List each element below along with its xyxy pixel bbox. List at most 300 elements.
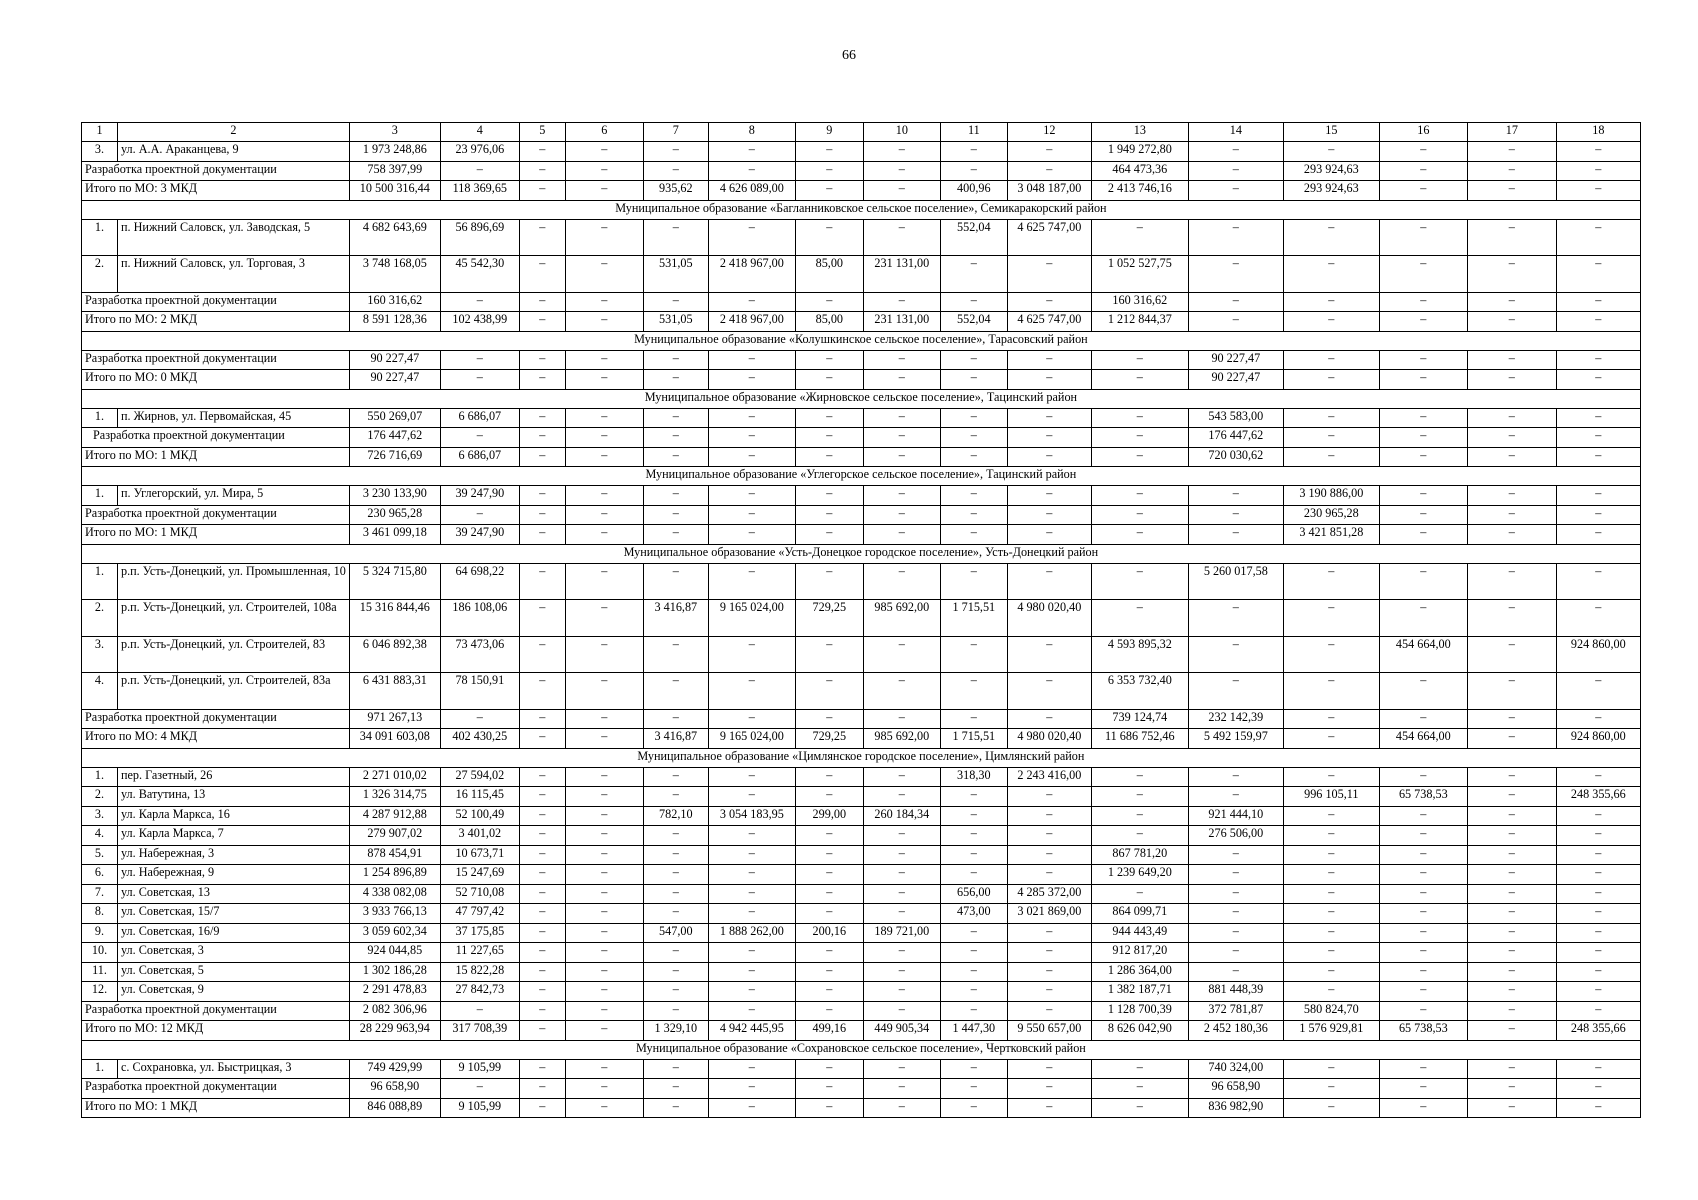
value-cell: – — [565, 636, 643, 673]
value-cell: 2 243 416,00 — [1007, 767, 1091, 787]
value-cell: – — [795, 884, 863, 904]
value-cell: – — [1556, 943, 1640, 963]
value-cell: – — [1379, 982, 1467, 1002]
value-cell: – — [565, 428, 643, 448]
value-cell: – — [1283, 408, 1379, 428]
value-cell: 543 583,00 — [1188, 408, 1283, 428]
design-docs-row — [82, 505, 1641, 525]
value-cell: 2 413 746,16 — [1091, 181, 1188, 201]
value-cell: – — [795, 292, 863, 312]
value-cell: 90 227,47 — [349, 350, 440, 370]
address-cell: ул. Набережная, 3 — [118, 845, 350, 865]
value-cell: – — [1556, 292, 1640, 312]
value-cell: – — [440, 1001, 519, 1021]
value-cell: – — [519, 709, 565, 729]
value-cell: – — [1091, 787, 1188, 807]
value-cell: – — [1091, 428, 1188, 448]
value-cell: 402 430,25 — [440, 729, 519, 749]
address-cell: п. Углегорский, ул. Мира, 5 — [118, 486, 350, 506]
address-cell: ул. Ватутина, 13 — [118, 787, 350, 807]
value-cell: – — [519, 181, 565, 201]
value-cell: – — [1556, 447, 1640, 467]
value-cell: 1 715,51 — [940, 729, 1007, 749]
value-cell: – — [1556, 486, 1640, 506]
value-cell: 276 506,00 — [1188, 826, 1283, 846]
value-cell: – — [1379, 525, 1467, 545]
section-title: Муниципальное образование «Багланниковское сельское поселение», Семикаракорский район — [82, 200, 1641, 219]
value-cell: – — [1283, 729, 1379, 749]
value-cell: – — [565, 673, 643, 710]
value-cell: – — [1467, 904, 1556, 924]
value-cell: 2 271 010,02 — [349, 767, 440, 787]
value-cell: – — [643, 826, 708, 846]
value-cell: – — [643, 845, 708, 865]
value-cell: – — [1379, 1001, 1467, 1021]
value-cell: 52 710,08 — [440, 884, 519, 904]
row-number: 4. — [82, 826, 118, 846]
value-cell: – — [940, 709, 1007, 729]
row-label: Разработка проектной документации — [82, 292, 350, 312]
value-cell: – — [643, 767, 708, 787]
value-cell: – — [708, 525, 795, 545]
value-cell: – — [1379, 350, 1467, 370]
value-cell: – — [940, 525, 1007, 545]
value-cell: – — [795, 563, 863, 600]
value-cell: – — [1188, 884, 1283, 904]
value-cell: – — [1007, 256, 1091, 293]
section-title: Муниципальное образование «Колушкинское сельское поселение», Тарасовский район — [82, 331, 1641, 350]
design-docs-row — [82, 428, 1641, 448]
value-cell: – — [565, 219, 643, 256]
row-number: 1. — [82, 767, 118, 787]
value-cell: – — [863, 1079, 940, 1099]
value-cell: – — [708, 408, 795, 428]
row-number: 12. — [82, 982, 118, 1002]
value-cell: – — [1091, 826, 1188, 846]
table-body — [82, 123, 1641, 1118]
value-cell: – — [519, 982, 565, 1002]
value-cell: – — [863, 447, 940, 467]
value-cell: 186 108,06 — [440, 600, 519, 637]
value-cell: – — [795, 943, 863, 963]
value-cell: – — [708, 428, 795, 448]
value-cell: 8 626 042,90 — [1091, 1021, 1188, 1041]
value-cell: – — [708, 636, 795, 673]
value-cell: 580 824,70 — [1283, 1001, 1379, 1021]
value-cell: – — [565, 563, 643, 600]
value-cell: – — [863, 408, 940, 428]
value-cell: – — [519, 447, 565, 467]
value-cell: – — [708, 904, 795, 924]
value-cell: – — [940, 447, 1007, 467]
value-cell: – — [1188, 923, 1283, 943]
value-cell: – — [519, 256, 565, 293]
value-cell: – — [1091, 1059, 1188, 1079]
row-label: Разработка проектной документации — [82, 428, 350, 448]
value-cell: – — [519, 408, 565, 428]
value-cell: 836 982,90 — [1188, 1098, 1283, 1118]
value-cell: 3 021 869,00 — [1007, 904, 1091, 924]
value-cell: – — [1007, 982, 1091, 1002]
value-cell: 3 933 766,13 — [349, 904, 440, 924]
value-cell: – — [1007, 161, 1091, 181]
address-cell: ул. А.А. Араканцева, 9 — [118, 142, 350, 162]
value-cell: – — [1467, 600, 1556, 637]
subtotal-row — [82, 1021, 1641, 1041]
value-cell: – — [708, 982, 795, 1002]
value-cell: 176 447,62 — [1188, 428, 1283, 448]
value-cell: 864 099,71 — [1091, 904, 1188, 924]
value-cell: – — [643, 447, 708, 467]
value-cell: – — [1283, 312, 1379, 332]
value-cell: 6 686,07 — [440, 408, 519, 428]
value-cell: – — [940, 962, 1007, 982]
value-cell: – — [440, 428, 519, 448]
value-cell: – — [1467, 256, 1556, 293]
value-cell: – — [863, 1001, 940, 1021]
value-cell: 230 965,28 — [349, 505, 440, 525]
value-cell: – — [940, 408, 1007, 428]
value-cell: – — [519, 1001, 565, 1021]
address-cell: пер. Газетный, 26 — [118, 767, 350, 787]
value-cell: – — [795, 709, 863, 729]
value-cell: 4 980 020,40 — [1007, 600, 1091, 637]
design-docs-row — [82, 1001, 1641, 1021]
value-cell: – — [708, 292, 795, 312]
value-cell: – — [519, 312, 565, 332]
value-cell: – — [1091, 505, 1188, 525]
value-cell: – — [1467, 767, 1556, 787]
value-cell: – — [565, 729, 643, 749]
value-cell: – — [708, 1079, 795, 1099]
value-cell: – — [440, 292, 519, 312]
value-cell: – — [1556, 563, 1640, 600]
value-cell: 90 227,47 — [349, 370, 440, 390]
value-cell: 9 105,99 — [440, 1098, 519, 1118]
value-cell: 231 131,00 — [863, 312, 940, 332]
value-cell: – — [1379, 447, 1467, 467]
value-cell: 4 625 747,00 — [1007, 219, 1091, 256]
value-cell: – — [1379, 142, 1467, 162]
value-cell: – — [1467, 673, 1556, 710]
value-cell: – — [940, 486, 1007, 506]
value-cell: – — [643, 505, 708, 525]
value-cell: – — [940, 636, 1007, 673]
value-cell: 921 444,10 — [1188, 806, 1283, 826]
table-row — [82, 806, 1641, 826]
value-cell: – — [708, 350, 795, 370]
value-cell: – — [1467, 845, 1556, 865]
value-cell: 1 212 844,37 — [1091, 312, 1188, 332]
value-cell: – — [1283, 962, 1379, 982]
value-cell: 3 461 099,18 — [349, 525, 440, 545]
value-cell: 1 973 248,86 — [349, 142, 440, 162]
value-cell: – — [519, 350, 565, 370]
value-cell: – — [1379, 943, 1467, 963]
value-cell: 531,05 — [643, 312, 708, 332]
value-cell: – — [940, 428, 1007, 448]
value-cell: – — [565, 845, 643, 865]
value-cell: 782,10 — [643, 806, 708, 826]
address-cell: ул. Советская, 5 — [118, 962, 350, 982]
table-row — [82, 563, 1641, 600]
value-cell: – — [863, 219, 940, 256]
value-cell: – — [708, 943, 795, 963]
value-cell: 248 355,66 — [1556, 787, 1640, 807]
value-cell: 3 059 602,34 — [349, 923, 440, 943]
value-cell: – — [795, 428, 863, 448]
value-cell: – — [863, 982, 940, 1002]
value-cell: – — [1283, 865, 1379, 885]
value-cell: – — [1188, 142, 1283, 162]
design-docs-row — [82, 1079, 1641, 1099]
address-cell: ул. Набережная, 9 — [118, 865, 350, 885]
column-number: 1 — [82, 123, 118, 142]
value-cell: – — [1556, 865, 1640, 885]
value-cell: – — [643, 884, 708, 904]
value-cell: – — [940, 505, 1007, 525]
value-cell: – — [440, 709, 519, 729]
value-cell: 2 082 306,96 — [349, 1001, 440, 1021]
value-cell: – — [1467, 181, 1556, 201]
section-header-row — [82, 1040, 1641, 1059]
table-row — [82, 923, 1641, 943]
value-cell: – — [1467, 1098, 1556, 1118]
value-cell: 90 227,47 — [1188, 350, 1283, 370]
address-cell: р.п. Усть-Донецкий, ул. Строителей, 108а — [118, 600, 350, 637]
row-label: Итого по МО: 3 МКД — [82, 181, 350, 201]
value-cell: – — [1379, 1059, 1467, 1079]
value-cell: – — [1467, 161, 1556, 181]
value-cell: – — [1007, 845, 1091, 865]
value-cell: – — [940, 1059, 1007, 1079]
value-cell: – — [940, 923, 1007, 943]
value-cell: 39 247,90 — [440, 486, 519, 506]
value-cell: – — [708, 563, 795, 600]
value-cell: – — [863, 884, 940, 904]
column-number: 15 — [1283, 123, 1379, 142]
value-cell: – — [940, 865, 1007, 885]
value-cell: – — [1379, 370, 1467, 390]
value-cell: – — [1091, 219, 1188, 256]
value-cell: – — [708, 1059, 795, 1079]
value-cell: 1 254 896,89 — [349, 865, 440, 885]
value-cell: – — [863, 826, 940, 846]
value-cell: – — [519, 826, 565, 846]
value-cell: – — [440, 350, 519, 370]
value-cell: – — [565, 486, 643, 506]
column-number: 2 — [118, 123, 350, 142]
value-cell: 3 054 183,95 — [708, 806, 795, 826]
value-cell: – — [1556, 428, 1640, 448]
value-cell: – — [1556, 408, 1640, 428]
value-cell: 1 239 649,20 — [1091, 865, 1188, 885]
value-cell: – — [1188, 600, 1283, 637]
value-cell: – — [1556, 525, 1640, 545]
value-cell: 3 416,87 — [643, 729, 708, 749]
value-cell: – — [1007, 525, 1091, 545]
value-cell: – — [863, 505, 940, 525]
value-cell: – — [643, 1001, 708, 1021]
value-cell: – — [565, 1021, 643, 1041]
row-label: Итого по МО: 2 МКД — [82, 312, 350, 332]
value-cell: 944 443,49 — [1091, 923, 1188, 943]
value-cell: – — [1467, 219, 1556, 256]
value-cell: – — [1007, 1079, 1091, 1099]
value-cell: – — [1188, 767, 1283, 787]
value-cell: – — [1467, 350, 1556, 370]
value-cell: – — [940, 982, 1007, 1002]
row-label: Итого по МО: 1 МКД — [82, 1098, 350, 1118]
value-cell: – — [1467, 962, 1556, 982]
section-title: Муниципальное образование «Сохрановское сельское поселение», Чертковский район — [82, 1040, 1641, 1059]
row-label: Разработка проектной документации — [82, 161, 350, 181]
value-cell: – — [1379, 904, 1467, 924]
value-cell: – — [565, 982, 643, 1002]
value-cell: – — [795, 181, 863, 201]
value-cell: – — [643, 219, 708, 256]
value-cell: – — [1007, 350, 1091, 370]
value-cell: – — [1007, 923, 1091, 943]
value-cell: 720 030,62 — [1188, 447, 1283, 467]
value-cell: – — [1283, 806, 1379, 826]
value-cell: – — [565, 292, 643, 312]
value-cell: 1 949 272,80 — [1091, 142, 1188, 162]
value-cell: – — [1007, 709, 1091, 729]
section-title: Муниципальное образование «Усть-Донецкое городское поселение», Усть-Донецкий район — [82, 544, 1641, 563]
value-cell: 2 291 478,83 — [349, 982, 440, 1002]
value-cell: 4 625 747,00 — [1007, 312, 1091, 332]
value-cell: – — [1188, 181, 1283, 201]
value-cell: 2 452 180,36 — [1188, 1021, 1283, 1041]
value-cell: – — [1188, 292, 1283, 312]
value-cell: – — [1556, 673, 1640, 710]
value-cell: 881 448,39 — [1188, 982, 1283, 1002]
value-cell: – — [519, 505, 565, 525]
column-number: 9 — [795, 123, 863, 142]
value-cell: – — [565, 525, 643, 545]
value-cell: – — [1467, 982, 1556, 1002]
value-cell: 1 329,10 — [643, 1021, 708, 1041]
value-cell: – — [565, 1059, 643, 1079]
value-cell: – — [1556, 1001, 1640, 1021]
value-cell: – — [643, 370, 708, 390]
address-cell: п. Нижний Саловск, ул. Заводская, 5 — [118, 219, 350, 256]
value-cell: – — [643, 525, 708, 545]
value-cell: – — [1091, 1079, 1188, 1099]
page-number: 66 — [842, 48, 856, 63]
value-cell: – — [863, 709, 940, 729]
column-number: 6 — [565, 123, 643, 142]
value-cell: – — [1556, 962, 1640, 982]
table-row — [82, 636, 1641, 673]
value-cell: – — [643, 673, 708, 710]
section-header-row — [82, 748, 1641, 767]
value-cell: 118 369,65 — [440, 181, 519, 201]
table-row — [82, 256, 1641, 293]
value-cell: – — [795, 486, 863, 506]
value-cell: – — [940, 943, 1007, 963]
value-cell: – — [940, 673, 1007, 710]
value-cell: – — [519, 884, 565, 904]
value-cell: – — [1379, 767, 1467, 787]
value-cell: 726 716,69 — [349, 447, 440, 467]
value-cell: 4 593 895,32 — [1091, 636, 1188, 673]
column-number: 11 — [940, 123, 1007, 142]
value-cell: 15 316 844,46 — [349, 600, 440, 637]
value-cell: – — [1379, 408, 1467, 428]
value-cell: – — [1379, 923, 1467, 943]
value-cell: – — [708, 767, 795, 787]
value-cell: – — [863, 142, 940, 162]
value-cell: – — [643, 161, 708, 181]
column-number: 14 — [1188, 123, 1283, 142]
value-cell: – — [708, 884, 795, 904]
address-cell: ул. Карла Маркса, 7 — [118, 826, 350, 846]
value-cell: – — [1283, 370, 1379, 390]
value-cell: 5 324 715,80 — [349, 563, 440, 600]
value-cell: 454 664,00 — [1379, 729, 1467, 749]
value-cell: – — [1467, 292, 1556, 312]
value-cell: – — [1283, 219, 1379, 256]
value-cell: 4 942 445,95 — [708, 1021, 795, 1041]
value-cell: 729,25 — [795, 729, 863, 749]
value-cell: – — [1467, 709, 1556, 729]
value-cell: – — [440, 370, 519, 390]
value-cell: 27 842,73 — [440, 982, 519, 1002]
value-cell: – — [1188, 486, 1283, 506]
value-cell: 3 230 133,90 — [349, 486, 440, 506]
value-cell: – — [1091, 600, 1188, 637]
value-cell: – — [1379, 428, 1467, 448]
value-cell: 8 591 128,36 — [349, 312, 440, 332]
value-cell: 924 044,85 — [349, 943, 440, 963]
value-cell: – — [519, 1021, 565, 1041]
value-cell: – — [708, 447, 795, 467]
value-cell: 317 708,39 — [440, 1021, 519, 1041]
value-cell: – — [1007, 428, 1091, 448]
value-cell: – — [1556, 350, 1640, 370]
value-cell: – — [863, 787, 940, 807]
value-cell: – — [1007, 826, 1091, 846]
value-cell: 23 976,06 — [440, 142, 519, 162]
value-cell: – — [565, 505, 643, 525]
value-cell: 5 260 017,58 — [1188, 563, 1283, 600]
value-cell: – — [795, 142, 863, 162]
value-cell: 552,04 — [940, 219, 1007, 256]
column-number: 8 — [708, 123, 795, 142]
value-cell: – — [1188, 865, 1283, 885]
value-cell: – — [1283, 636, 1379, 673]
register-table — [81, 122, 1641, 1118]
value-cell: 52 100,49 — [440, 806, 519, 826]
value-cell: – — [863, 292, 940, 312]
value-cell: 4 285 372,00 — [1007, 884, 1091, 904]
value-cell: 176 447,62 — [349, 428, 440, 448]
value-cell: – — [643, 428, 708, 448]
value-cell: – — [565, 1079, 643, 1099]
column-number: 13 — [1091, 123, 1188, 142]
design-docs-row — [82, 709, 1641, 729]
value-cell: – — [940, 806, 1007, 826]
address-cell: р.п. Усть-Донецкий, ул. Промышленная, 10 — [118, 563, 350, 600]
value-cell: – — [1467, 923, 1556, 943]
value-cell: – — [940, 1079, 1007, 1099]
value-cell: – — [440, 505, 519, 525]
table-row — [82, 767, 1641, 787]
value-cell: – — [1467, 1021, 1556, 1041]
value-cell: – — [1467, 1079, 1556, 1099]
